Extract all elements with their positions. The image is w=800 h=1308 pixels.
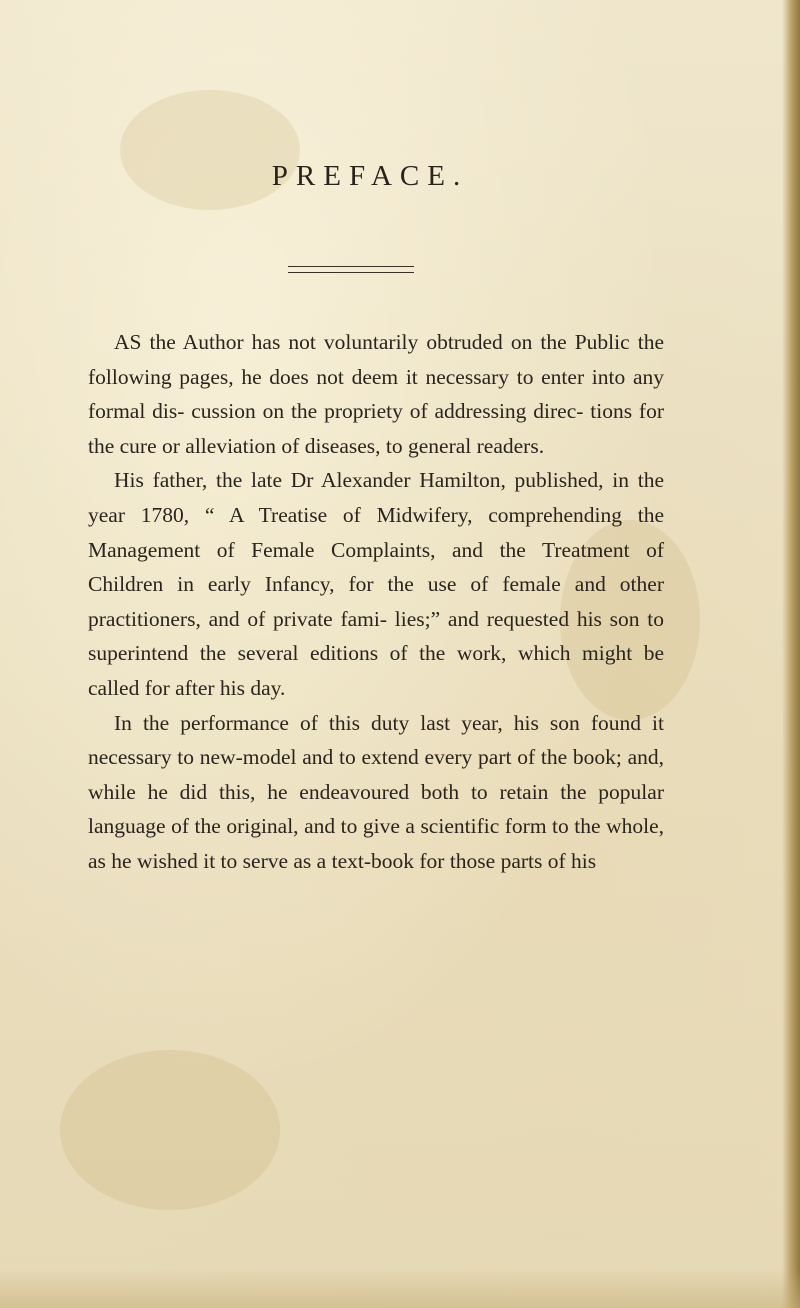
page-bottom-shadow: [0, 1268, 800, 1308]
paragraph-1: AS the Author has not voluntarily obtruded on the Public the following pages, he does not deem it necessary to enter into any formal dis- cussion on the propriety of addressing direc- tions for the cure or alleviation of diseases, to general readers.: [88, 330, 664, 458]
title-double-rule: [288, 266, 414, 273]
paragraph-3: In the performance of this duty last year, his son found it necessary to new-model and to extend every part of the book; and, while he did this, he endeavoured both to retain the popular language of the original, and to give a scientific form to the whole, as he wished it to serve as a text-book for those parts of his: [88, 710, 664, 873]
paragraph-2: His father, the late Dr Alexander Hamilton, published, in the year 1780, “ A Treatise of Midwifery, comprehending the Management of Female Complaints, and the Treatment of Children in early Infancy, for the use of female and other practitioners, and of private fami- lies;” and requested his son to superintend the several editions of the work, which might be called for after his day.: [88, 468, 664, 700]
page-title: PREFACE.: [271, 160, 469, 192]
paper-stain: [60, 1050, 280, 1210]
page-edge-shadow: [782, 0, 800, 1308]
preface-body: [88, 325, 664, 879]
